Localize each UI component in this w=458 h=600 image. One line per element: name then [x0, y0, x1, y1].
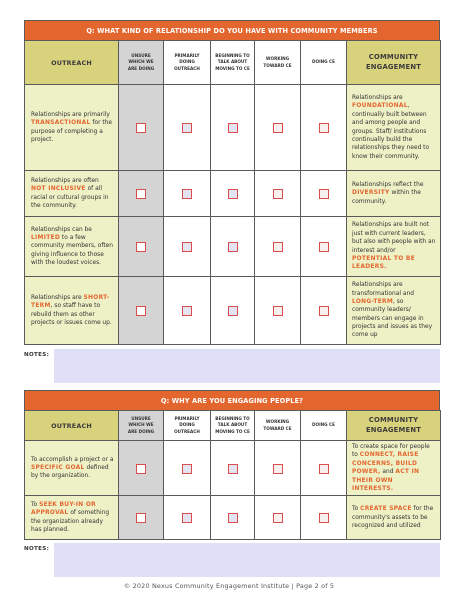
body-text: and: [380, 469, 396, 476]
body-text: , so community leaders/ members can engage in projects and issues as they come up: [352, 298, 433, 339]
working-toward-ce-checkbox-icon[interactable]: [273, 242, 283, 252]
notes-field[interactable]: [54, 543, 440, 577]
doing-ce-header: DOING CE: [301, 411, 347, 441]
beginning-ce-checkbox-icon[interactable]: [228, 189, 238, 199]
doing-ce-cell: [301, 441, 347, 496]
highlight-text: NOT INCLUSIVE: [31, 186, 86, 193]
highlight-text: CREATE SPACE: [360, 506, 412, 513]
unsure-cell: [119, 85, 164, 171]
body-text: Relationships are often: [31, 177, 99, 184]
working-toward-ce-checkbox-icon[interactable]: [273, 464, 283, 474]
body-text: to a few community members, often giving influence to those with the loudest voices.: [31, 234, 114, 267]
unsure-header: UNSURE WHICH WE ARE DOING: [119, 41, 164, 85]
doing-ce-cell: [301, 85, 347, 171]
primarily-outreach-checkbox-icon[interactable]: [182, 189, 192, 199]
beginning-ce-cell: [211, 217, 255, 277]
engagement-description: [347, 277, 441, 345]
primarily-outreach-checkbox-icon[interactable]: [182, 306, 192, 316]
beginning-ce-cell: [211, 496, 255, 540]
doing-ce-checkbox-icon[interactable]: [319, 189, 329, 199]
primarily-outreach-header: PRIMARILY DOING OUTREACH: [164, 41, 211, 85]
engaging-table: [24, 410, 441, 540]
body-text: To: [31, 502, 40, 508]
doing-ce-checkbox-icon[interactable]: [319, 123, 329, 133]
body-text: , continually built between and among people and groups. Staff/ institutions continually build the relationships they need to know their community.: [352, 103, 430, 160]
engagement-description: [347, 496, 441, 540]
outreach-header: OUTREACH: [25, 41, 119, 85]
working-toward-ce-checkbox-icon[interactable]: [273, 306, 283, 316]
table-row: [25, 277, 441, 345]
highlight-text: FOUNDATIONAL: [352, 103, 408, 110]
column-header-row: [25, 41, 441, 85]
table-row: [25, 217, 441, 277]
body-text: To: [352, 506, 361, 513]
doing-ce-checkbox-icon[interactable]: [319, 464, 329, 474]
body-text: defined by the organization.: [31, 464, 109, 480]
table-row: [25, 85, 441, 171]
highlight-text: POTENTIAL TO BE LEADERS.: [352, 255, 415, 271]
beginning-ce-cell: [211, 85, 255, 171]
page-footer: © 2020 Nexus Community Engagement Institute | Page 2 of 5: [123, 582, 335, 590]
working-toward-ce-cell: [255, 441, 301, 496]
working-toward-ce-cell: [255, 277, 301, 345]
highlight-text: SPECIFIC GOAL: [31, 464, 85, 471]
beginning-ce-cell: [211, 277, 255, 345]
outreach-header: OUTREACH: [25, 411, 119, 441]
engaging-section: [24, 390, 440, 540]
primarily-outreach-cell: [164, 496, 211, 540]
outreach-description: [25, 277, 119, 345]
working-toward-ce-checkbox-icon[interactable]: [273, 513, 283, 523]
engagement-description: [347, 217, 441, 277]
relationship-section: [24, 20, 440, 345]
notes-section-2: [24, 543, 440, 577]
unsure-checkbox-icon[interactable]: [136, 189, 146, 199]
table-row: [25, 171, 441, 217]
highlight-text: SHORT-TERM: [31, 294, 110, 310]
doing-ce-checkbox-icon[interactable]: [319, 242, 329, 252]
doing-ce-checkbox-icon[interactable]: [319, 306, 329, 316]
primarily-outreach-cell: [164, 441, 211, 496]
question-bar: Q: WHAT KIND OF RELATIONSHIP DO YOU HAVE WITH COMMUNITY MEMBERS: [24, 20, 440, 40]
working-toward-ce-header: WORKING TOWARD CE: [255, 411, 301, 441]
highlight-text: DIVERSITY: [352, 190, 390, 197]
working-toward-ce-cell: [255, 496, 301, 540]
primarily-outreach-cell: [164, 217, 211, 277]
unsure-checkbox-icon[interactable]: [136, 242, 146, 252]
body-text: , so staff have to rebuild them as other projects or issues come up.: [31, 303, 112, 326]
beginning-ce-checkbox-icon[interactable]: [228, 464, 238, 474]
beginning-ce-header: BEGINNING TO TALK ABOUT MOVING TO CE: [211, 411, 255, 441]
column-header-row: [25, 411, 441, 441]
primarily-outreach-checkbox-icon[interactable]: [182, 513, 192, 523]
body-text: To create space for people to: [352, 444, 430, 459]
unsure-header: UNSURE WHICH WE ARE DOING: [119, 411, 164, 441]
unsure-cell: [119, 496, 164, 540]
beginning-ce-header: BEGINNING TO TALK ABOUT MOVING TO CE: [211, 41, 255, 85]
primarily-outreach-checkbox-icon[interactable]: [182, 464, 192, 474]
beginning-ce-checkbox-icon[interactable]: [228, 306, 238, 316]
working-toward-ce-cell: [255, 85, 301, 171]
unsure-cell: [119, 217, 164, 277]
primarily-outreach-header: PRIMARILY DOING OUTREACH: [164, 411, 211, 441]
body-text: Relationships are: [31, 294, 84, 301]
beginning-ce-cell: [211, 171, 255, 217]
body-text: within the community.: [352, 190, 421, 205]
section2-body: [25, 441, 441, 540]
working-toward-ce-checkbox-icon[interactable]: [273, 189, 283, 199]
beginning-ce-cell: [211, 441, 255, 496]
working-toward-ce-cell: [255, 217, 301, 277]
outreach-description: [25, 171, 119, 217]
body-text: Relationships reflect the: [352, 181, 424, 188]
primarily-outreach-cell: [164, 85, 211, 171]
engagement-description: [347, 441, 441, 496]
body-text: of something the organization already has planned.: [31, 510, 110, 534]
body-text: for the purpose of completing a project.: [31, 120, 113, 143]
engagement-description: [347, 85, 441, 171]
body-text: Relationships are: [352, 95, 403, 101]
body-text: Relationships can be: [31, 226, 92, 233]
notes-field[interactable]: [54, 349, 440, 383]
community-engagement-header: COMMUNITY ENGAGEMENT: [347, 41, 441, 85]
doing-ce-cell: [301, 496, 347, 540]
community-engagement-header: COMMUNITY ENGAGEMENT: [347, 411, 441, 441]
doing-ce-header: DOING CE: [301, 41, 347, 85]
unsure-cell: [119, 171, 164, 217]
unsure-checkbox-icon[interactable]: [136, 123, 146, 133]
body-text: Relationships are transformational and: [352, 282, 414, 297]
doing-ce-cell: [301, 277, 347, 345]
table-row: [25, 441, 441, 496]
doing-ce-cell: [301, 171, 347, 217]
working-toward-ce-cell: [255, 171, 301, 217]
table-row: [25, 496, 441, 540]
outreach-description: [25, 217, 119, 277]
outreach-description: [25, 85, 119, 171]
highlight-text: LIMITED: [31, 234, 61, 241]
unsure-checkbox-icon[interactable]: [136, 513, 146, 523]
primarily-outreach-cell: [164, 277, 211, 345]
primarily-outreach-checkbox-icon[interactable]: [182, 123, 192, 133]
primarily-outreach-checkbox-icon[interactable]: [182, 242, 192, 252]
outreach-description: [25, 496, 119, 540]
highlight-text: CONNECT, RAISE CONCERNS, BUILD POWER,: [352, 452, 419, 476]
working-toward-ce-header: WORKING TOWARD CE: [255, 41, 301, 85]
body-text: Relationships are built not just with current leaders, but also with people with an interest and/or: [352, 222, 436, 254]
highlight-text: SEEK BUY-IN OR APPROVAL: [31, 502, 97, 517]
unsure-checkbox-icon[interactable]: [136, 306, 146, 316]
body-text: Relationships are primarily: [31, 111, 110, 118]
notes-section-1: [24, 349, 440, 383]
highlight-text: ACT IN THEIR OWN INTERESTS.: [352, 469, 420, 492]
beginning-ce-checkbox-icon[interactable]: [228, 123, 238, 133]
primarily-outreach-cell: [164, 171, 211, 217]
body-text: To accomplish a project or a: [31, 456, 114, 463]
unsure-cell: [119, 277, 164, 345]
outreach-description: [25, 441, 119, 496]
question-bar: Q: WHY ARE YOU ENGAGING PEOPLE?: [24, 390, 440, 410]
highlight-text: TRANSACTIONAL: [31, 120, 91, 127]
body-text: for the community's assets to be recognized and utilized: [352, 506, 434, 529]
doing-ce-checkbox-icon[interactable]: [319, 513, 329, 523]
notes-label: NOTES:: [24, 546, 50, 552]
beginning-ce-checkbox-icon[interactable]: [228, 513, 238, 523]
working-toward-ce-checkbox-icon[interactable]: [273, 123, 283, 133]
section1-body: [25, 85, 441, 345]
relationship-table: [24, 40, 441, 345]
beginning-ce-checkbox-icon[interactable]: [228, 242, 238, 252]
highlight-text: LONG-TERM: [352, 298, 394, 305]
doing-ce-cell: [301, 217, 347, 277]
engagement-description: [347, 171, 441, 217]
body-text: of all racial or cultural groups in the community.: [31, 186, 109, 209]
notes-label: NOTES:: [24, 352, 50, 358]
unsure-checkbox-icon[interactable]: [136, 464, 146, 474]
unsure-cell: [119, 441, 164, 496]
